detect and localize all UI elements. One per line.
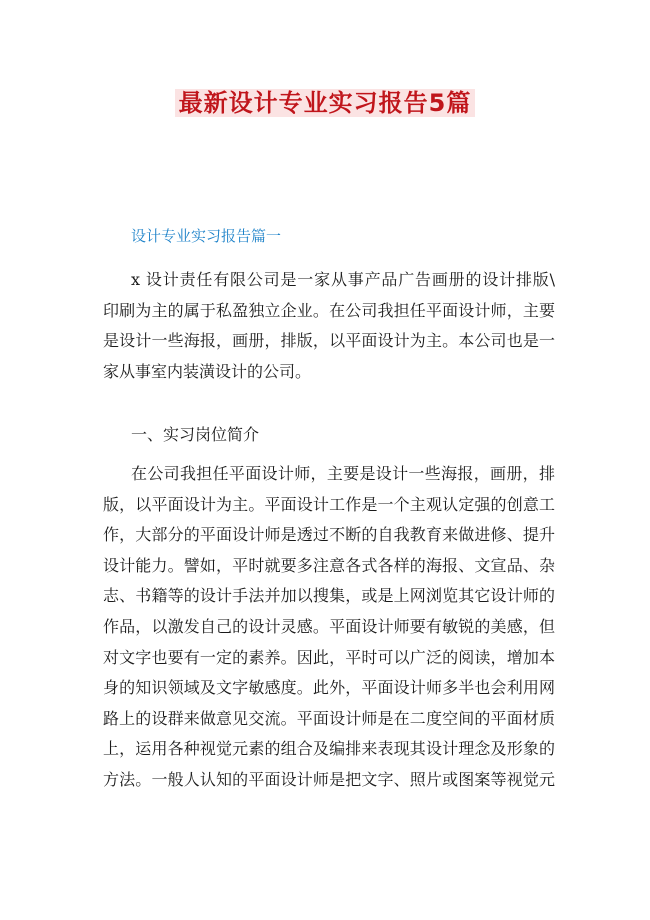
document-title bbox=[0, 86, 650, 120]
subheading: 一、实习岗位简介 bbox=[131, 425, 260, 444]
paragraph-line: 设计能力。譬如，平时就要多注意各式各样的海报、文宣品、杂 bbox=[103, 555, 555, 575]
paragraph-line: 身的知识领域及文字敏感度。此外，平面设计师多半也会利用网 bbox=[103, 678, 555, 698]
paragraph-line: 是设计一些海报，画册，排版，以平面设计为主。本公司也是一 bbox=[103, 331, 555, 351]
paragraph-line: 作，大部分的平面设计师是透过不断的自我教育来做进修、提升 bbox=[103, 525, 555, 545]
paragraph-line: 作品，以激发自己的设计灵感。平面设计师要有敏锐的美感，但 bbox=[103, 616, 555, 636]
paragraph-line: 志、书籍等的设计手法并加以搜集，或是上网浏览其它设计师的 bbox=[103, 586, 555, 606]
paragraph-line: 在公司我担任平面设计师，主要是设计一些海报，画册，排 bbox=[131, 464, 555, 483]
section-heading: 设计专业实习报告篇一 bbox=[131, 227, 282, 245]
paragraph-intro bbox=[103, 265, 555, 387]
paragraph-line: 家从事室内装潢设计的公司。 bbox=[103, 361, 312, 381]
paragraph-line: 路上的设群来做意见交流。平面设计师是在二度空间的平面材质 bbox=[103, 708, 555, 728]
subheading-block bbox=[103, 420, 555, 451]
paragraph-line: x 设计责任有限公司是一家从事产品广告画册的设计排版\ bbox=[131, 270, 555, 289]
paragraph-line: 方法。一般人认知的平面设计师是把文字、照片或图案等视觉元 bbox=[103, 769, 555, 789]
paragraph-line: 对文字也要有一定的素养。因此，平时可以广泛的阅读，增加本 bbox=[103, 647, 555, 667]
paragraph-line: 版，以平面设计为主。平面设计工作是一个主观认定强的创意工 bbox=[103, 494, 555, 514]
document-title-text: 最新设计专业实习报告5篇 bbox=[175, 89, 476, 117]
paragraph-line: 印刷为主的属于私盈独立企业。在公司我担任平面设计师，主要 bbox=[103, 300, 555, 320]
paragraph-job-intro bbox=[103, 459, 555, 796]
paragraph-line: 上，运用各种视觉元素的组合及编排来表现其设计理念及形象的 bbox=[103, 739, 555, 759]
